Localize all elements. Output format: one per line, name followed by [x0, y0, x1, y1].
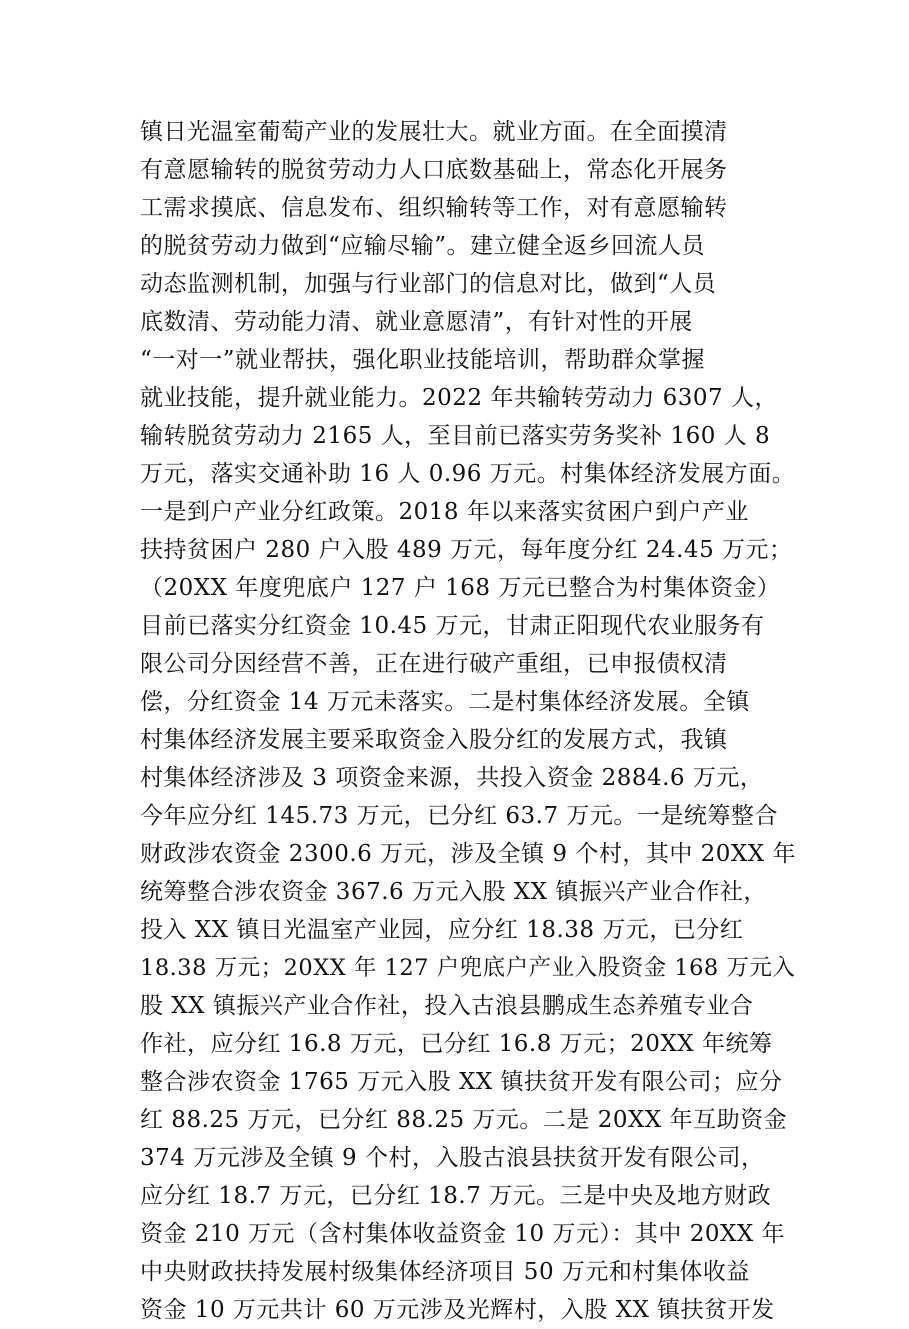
text-line-8: 就业技能，提升就业能力。2022 年共输转劳动力 6307 人，: [140, 385, 778, 411]
text-line-21: 统筹整合涉农资金 367.6 万元入股 XX 镇振兴产业合作社，: [140, 879, 767, 905]
text-line-11: 一是到户产业分红政策。2018 年以来落实贫困户到户产业: [140, 499, 749, 525]
text-line-23: 18.38 万元；20XX 年 127 户兜底户产业入股资金 168 万元入: [140, 955, 796, 981]
text-line-15: 限公司分因经营不善，正在进行破产重组，已申报债权清: [140, 651, 728, 677]
text-line-30: 资金 210 万元（含村集体收益资金 10 万元）：其中 20XX 年: [140, 1221, 786, 1247]
text-line-17: 村集体经济发展主要采取资金入股分红的发展方式，我镇: [140, 727, 728, 753]
text-line-22: 投入 XX 镇日光温室产业园，应分红 18.38 万元，已分红: [140, 917, 744, 943]
text-line-29: 应分红 18.7 万元，已分红 18.7 万元。三是中央及地方财政: [140, 1183, 772, 1209]
text-line-27: 红 88.25 万元，已分红 88.25 万元。二是 20XX 年互助资金: [140, 1107, 788, 1133]
text-line-10: 万元，落实交通补助 16 人 0.96 万元。村集体经济发展方面。: [140, 461, 796, 487]
text-line-2: 有意愿输转的脱贫劳动力人口底数基础上，常态化开展务: [140, 157, 728, 183]
text-line-16: 偿，分红资金 14 万元未落实。二是村集体经济发展。全镇: [140, 689, 750, 715]
text-line-18: 村集体经济涉及 3 项资金来源，共投入资金 2884.6 万元，: [140, 765, 764, 791]
text-line-1: 镇日光温室葡萄产业的发展壮大。就业方面。在全面摸清: [140, 119, 728, 145]
text-line-25: 作社，应分红 16.8 万元，已分红 16.8 万元；20XX 年统筹: [140, 1031, 773, 1057]
text-line-7: “一对一”就业帮扶，强化职业技能培训，帮助群众掌握: [140, 347, 706, 373]
text-line-4: 的脱贫劳动力做到“应输尽输”。建立健全返乡回流人员: [140, 233, 706, 259]
text-line-24: 股 XX 镇振兴产业合作社，投入古浪县鹏成生态养殖专业合: [140, 993, 754, 1019]
text-line-9: 输转脱贫劳动力 2165 人，至目前已落实劳务奖补 160 人 8: [140, 423, 771, 449]
text-line-5: 动态监测机制，加强与行业部门的信息对比，做到“人员: [140, 271, 717, 297]
text-line-20: 财政涉农资金 2300.6 万元，涉及全镇 9 个村，其中 20XX 年: [140, 841, 796, 867]
text-line-31: 中央财政扶持发展村级集体经济项目 50 万元和村集体收益: [140, 1259, 750, 1285]
text-line-19: 今年应分红 145.73 万元，已分红 63.7 万元。一是统筹整合: [140, 803, 778, 829]
text-line-13: （20XX 年度兜底户 127 户 168 万元已整合为村集体资金）: [140, 575, 781, 601]
text-line-6: 底数清、劳动能力清、就业意愿清”，有针对性的开展: [140, 309, 693, 335]
text-line-32: 资金 10 万元共计 60 万元涉及光辉村，入股 XX 镇扶贫开发: [140, 1297, 775, 1323]
text-line-26: 整合涉农资金 1765 万元入股 XX 镇扶贫开发有限公司；应分: [140, 1069, 783, 1095]
text-line-3: 工需求摸底、信息发布、组织输转等工作，对有意愿输转: [140, 195, 728, 221]
text-line-14: 目前已落实分红资金 10.45 万元，甘肃正阳现代农业服务有: [140, 613, 765, 639]
text-line-28: 374 万元涉及全镇 9 个村，入股古浪县扶贫开发有限公司，: [140, 1145, 765, 1171]
body-text: [140, 113, 800, 1329]
text-line-12: 扶持贫困户 280 户入股 489 万元，每年度分红 24.45 万元；: [140, 537, 793, 563]
